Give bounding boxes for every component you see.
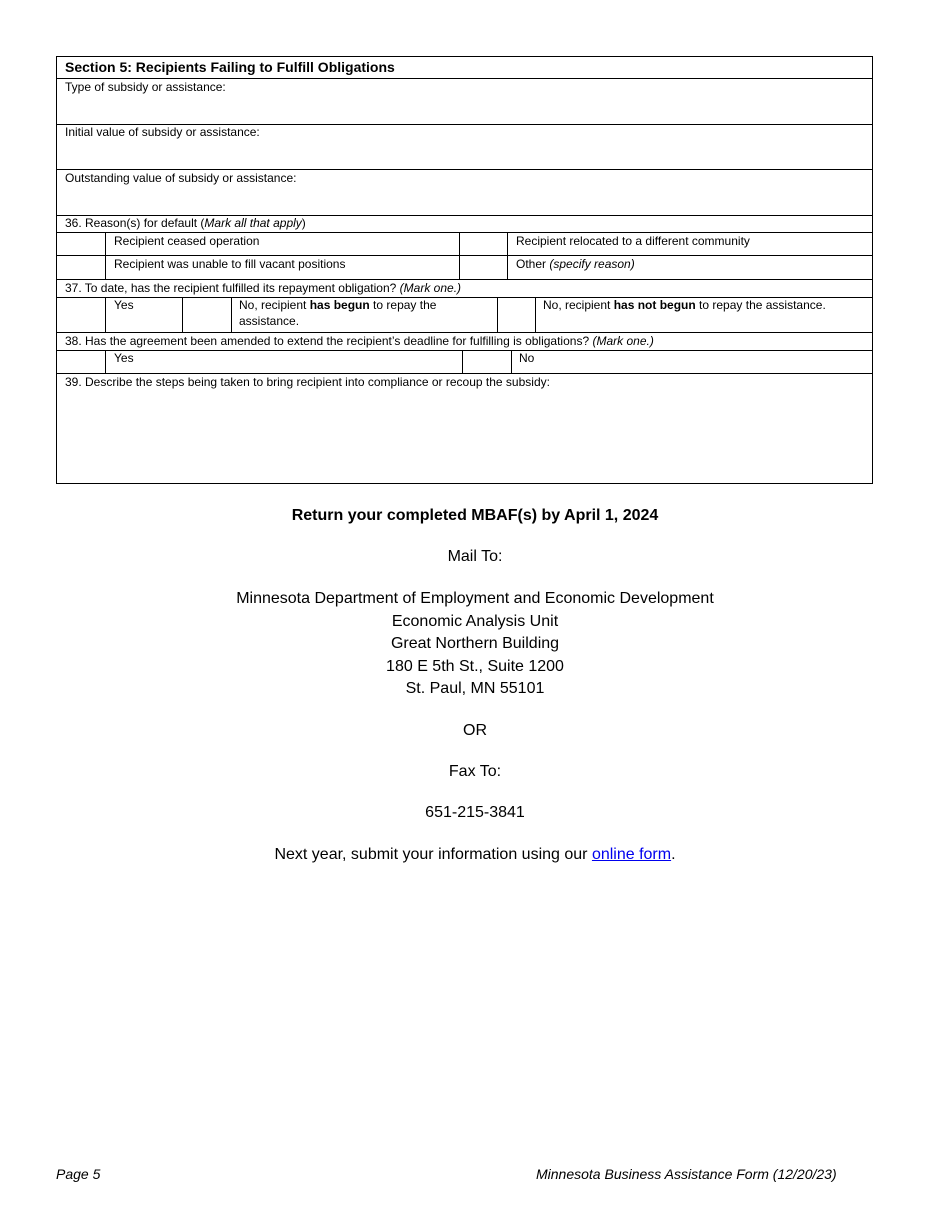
initial-value-label: Initial value of subsidy or assistance: <box>65 125 260 139</box>
checkbox-q37-yes[interactable] <box>57 297 105 332</box>
address-line: 180 E 5th St., Suite 1200 <box>386 657 564 675</box>
checkbox-unable-fill-positions[interactable] <box>57 255 105 279</box>
fax-number: 651-215-3841 <box>425 804 525 821</box>
checkbox-q37-has-begun[interactable] <box>182 297 231 332</box>
page-number: Page 5 <box>56 1166 101 1182</box>
q39-response-field[interactable] <box>57 391 872 483</box>
q39-question: 39. Describe the steps being taken to bring recipient into compliance or recoup the subsidy: <box>65 375 550 389</box>
type-of-subsidy-label: Type of subsidy or assistance: <box>65 80 226 94</box>
form-name: Minnesota Business Assistance Form (12/20/23) <box>536 1166 837 1182</box>
next-year-note: Next year, submit your information using our online form. <box>274 846 676 863</box>
address-line: St. Paul, MN 55101 <box>405 680 545 697</box>
online-form-link[interactable]: online form <box>591 846 672 863</box>
option-other: Other (specify reason) <box>516 257 635 271</box>
address-line: Great Northern Building <box>390 635 560 652</box>
initial-value-field[interactable] <box>57 141 872 169</box>
q37-option-has-begun: No, recipient has begun to repay the assistance. <box>239 298 437 328</box>
q37-option-yes: Yes <box>114 298 134 312</box>
q37-option-not-begun: No, recipient has not begun to repay the assistance. <box>543 298 826 312</box>
type-of-subsidy-field[interactable] <box>57 95 872 124</box>
return-deadline: Return your completed MBAF(s) by April 1, 2024 <box>291 507 659 524</box>
checkbox-relocated[interactable] <box>459 232 507 255</box>
fax-to-label: Fax To: <box>448 763 502 780</box>
mail-to-label: Mail To: <box>447 548 503 565</box>
address-line: Minnesota Department of Employment and Economic Development <box>236 590 714 607</box>
q38-option-no: No <box>519 351 535 365</box>
option-ceased-operation: Recipient ceased operation <box>114 234 260 248</box>
q37-question: 37. To date, has the recipient fulfilled its repayment obligation? (Mark one.) <box>65 281 462 295</box>
section-title: Section 5: Recipients Failing to Fulfill Obligations <box>65 59 395 75</box>
checkbox-ceased-operation[interactable] <box>57 232 105 255</box>
option-relocated: Recipient relocated to a different community <box>516 234 750 248</box>
mailing-address <box>0 588 950 701</box>
outstanding-value-field[interactable] <box>57 187 872 215</box>
address-line: Economic Analysis Unit <box>391 612 559 630</box>
q38-question: 38. Has the agreement been amended to extend the recipient’s deadline for fulfilling is obligations? (Mark one.) <box>65 334 654 348</box>
section5-table <box>56 56 873 484</box>
checkbox-q37-not-begun[interactable] <box>497 297 535 332</box>
or-separator: OR <box>463 722 487 739</box>
checkbox-q38-yes[interactable] <box>57 350 105 373</box>
checkbox-q38-no[interactable] <box>462 350 511 373</box>
q38-option-yes: Yes <box>114 351 134 365</box>
checkbox-other-reason[interactable] <box>459 255 507 279</box>
option-unable-fill-positions: Recipient was unable to fill vacant positions <box>114 257 346 271</box>
outstanding-value-label: Outstanding value of subsidy or assistance: <box>65 171 297 185</box>
q36-question: 36. Reason(s) for default (Mark all that apply) <box>65 216 306 230</box>
